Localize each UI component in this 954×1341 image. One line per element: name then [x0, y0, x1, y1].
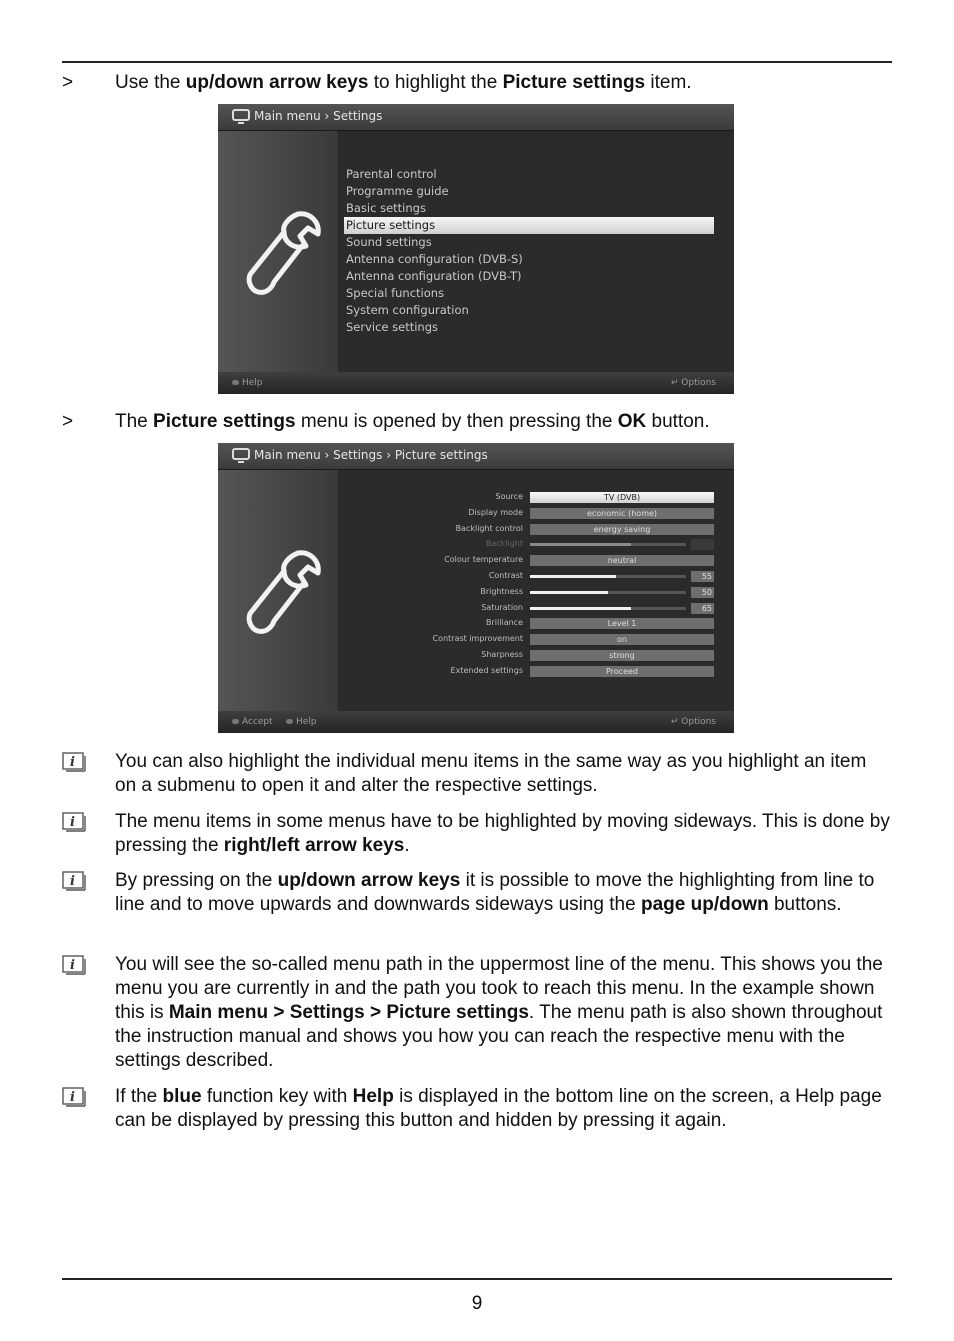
- svg-text:i: i: [70, 874, 75, 889]
- step-marker: >: [62, 72, 74, 93]
- settings-row[interactable]: [339, 632, 734, 648]
- note-text-part: function key with: [201, 1086, 353, 1107]
- setting-value[interactable]: energy saving: [530, 524, 714, 535]
- menu-item-selected[interactable]: Picture settings: [344, 217, 714, 234]
- settings-row[interactable]: [339, 585, 734, 601]
- info-icon: [62, 812, 86, 832]
- menu-item[interactable]: Antenna configuration (DVB-T): [346, 269, 522, 283]
- function-key-bar: [218, 372, 734, 394]
- menu-item[interactable]: Service settings: [346, 320, 439, 334]
- info-icon: [62, 1087, 86, 1107]
- step-text-part: Use the: [115, 72, 186, 93]
- picture-settings-screenshot: [218, 443, 734, 733]
- setting-number: [691, 539, 714, 550]
- menu-icon-pane: [218, 131, 338, 372]
- accept-key-hint: [232, 717, 273, 727]
- setting-label: Extended settings: [450, 665, 523, 675]
- settings-menu-screenshot: [218, 104, 734, 394]
- setting-label: Backlight: [485, 539, 523, 549]
- svg-text:i: i: [70, 815, 75, 830]
- help-key-label: Help: [242, 378, 263, 388]
- menu-item[interactable]: Basic settings: [346, 201, 426, 215]
- options-key-hint: [671, 717, 716, 727]
- wrench-icon: [240, 206, 324, 302]
- menu-item[interactable]: Antenna configuration (DVB-S): [346, 252, 523, 266]
- menu-path-bar: [218, 443, 734, 470]
- note-text-part: If the: [115, 1086, 163, 1107]
- options-key-label: Options: [681, 717, 716, 727]
- setting-value[interactable]: Proceed: [530, 666, 714, 677]
- setting-label: Display mode: [468, 507, 523, 517]
- step-text-part: to highlight the: [368, 72, 503, 93]
- wrench-icon: [240, 545, 324, 641]
- note-text-part: it is possible to move the highlighting from line to line and to move upwards and downwards sideways using the: [115, 870, 875, 915]
- note-text-part: By pressing on the: [115, 870, 278, 891]
- note-text-part: buttons.: [768, 894, 842, 915]
- note-text-part: The menu items in some menus have to be highlighted by moving sideways. This is done by pressing the: [115, 811, 890, 856]
- settings-row[interactable]: [339, 506, 734, 522]
- setting-slider[interactable]: [530, 575, 686, 578]
- menu-item[interactable]: Special functions: [346, 286, 445, 300]
- setting-number: 65: [691, 603, 714, 614]
- note-text-part: You can also highlight the individual menu items in the same way as you highlight an item on a submenu to open it and alter the respective settings.: [115, 751, 867, 796]
- step-text: [115, 410, 710, 434]
- blue-key-icon: [232, 380, 239, 385]
- step-marker: >: [62, 411, 74, 432]
- note-bold-term: Help: [352, 1086, 394, 1107]
- setting-value[interactable]: Level 1: [530, 618, 714, 629]
- setting-label: Brilliance: [486, 618, 523, 628]
- red-key-icon: [232, 719, 239, 724]
- settings-row[interactable]: [339, 601, 734, 617]
- info-note: [62, 1085, 892, 1133]
- setting-number: 55: [691, 571, 714, 582]
- menu-item[interactable]: Programme guide: [346, 184, 449, 198]
- help-key-hint: [286, 717, 317, 727]
- info-note: [62, 869, 892, 917]
- step-bold-menu: Picture settings: [153, 411, 296, 432]
- menu-path-bar: [218, 104, 734, 131]
- note-bold-term: up/down arrow keys: [277, 870, 461, 891]
- tv-icon: [232, 109, 250, 121]
- info-icon: [62, 871, 86, 891]
- picture-settings-list: [339, 490, 734, 680]
- step-text: [115, 71, 692, 95]
- setting-number: 50: [691, 587, 714, 598]
- info-note: [62, 810, 892, 858]
- setting-slider[interactable]: [530, 591, 686, 594]
- settings-row[interactable]: [339, 553, 734, 569]
- info-note: [62, 750, 892, 798]
- setting-label: Sharpness: [481, 649, 523, 659]
- slider-fill: [530, 607, 631, 610]
- step-text-part: menu is opened by then pressing the: [295, 411, 618, 432]
- note-text-part: .: [404, 835, 410, 856]
- svg-text:i: i: [70, 1090, 75, 1105]
- enter-key-icon: ↵: [670, 378, 682, 388]
- accept-key-label: Accept: [242, 717, 273, 727]
- settings-row[interactable]: [339, 490, 734, 506]
- tv-icon: [232, 448, 250, 460]
- note-text-part: You will see the so-called menu path in the uppermost line of the menu. This shows you the menu you are currently in and the path you took to reach this menu. In the example shown this is: [115, 954, 883, 1023]
- setting-label: Brightness: [480, 586, 523, 596]
- breadcrumb: Main menu › Settings: [254, 109, 383, 123]
- step-text-part: The: [115, 411, 154, 432]
- header-rule: [62, 61, 892, 63]
- setting-label: Backlight control: [455, 523, 523, 533]
- step-text-part: button.: [646, 411, 710, 432]
- footer-rule: [62, 1278, 892, 1280]
- settings-row[interactable]: [339, 522, 734, 538]
- enter-key-icon: ↵: [670, 717, 682, 727]
- note-text: [115, 810, 892, 858]
- menu-icon-pane: [218, 470, 338, 711]
- step-bold-keys: up/down arrow keys: [185, 72, 369, 93]
- help-key-hint: [232, 378, 263, 388]
- setting-value[interactable]: on: [530, 634, 714, 645]
- settings-menu-list: [344, 166, 714, 336]
- svg-text:i: i: [70, 755, 75, 770]
- setting-slider[interactable]: [530, 607, 686, 610]
- setting-label: Source: [495, 492, 523, 501]
- function-key-bar: [218, 711, 734, 733]
- setting-value[interactable]: strong: [530, 650, 714, 661]
- note-bold-term: Main menu > Settings > Picture settings: [168, 1002, 529, 1023]
- setting-label: Contrast: [488, 570, 523, 580]
- info-icon: [62, 752, 86, 772]
- setting-label: Saturation: [481, 602, 523, 612]
- setting-label: Contrast improvement: [432, 634, 523, 644]
- settings-row[interactable]: [339, 648, 734, 664]
- note-bold-term: page up/down: [640, 894, 769, 915]
- step-bold-item: Picture settings: [502, 72, 646, 93]
- page-number: 9: [471, 1293, 483, 1314]
- help-key-label: Help: [296, 717, 317, 727]
- setting-slider[interactable]: [530, 543, 686, 546]
- menu-item[interactable]: Parental control: [346, 167, 437, 181]
- note-text: [115, 869, 892, 917]
- setting-value[interactable]: neutral: [530, 555, 714, 566]
- note-text-part: is displayed in the bottom line on the screen, a Help page can be displayed by pressing this button and hidden by pressing it again.: [115, 1086, 882, 1131]
- step-bold-button: OK: [617, 411, 647, 432]
- slider-fill: [530, 591, 608, 594]
- slider-fill: [530, 575, 616, 578]
- settings-row[interactable]: [339, 569, 734, 585]
- note-text: [115, 953, 892, 1073]
- info-note: [62, 953, 892, 1073]
- setting-value[interactable]: TV (DVB): [530, 492, 714, 503]
- slider-fill: [530, 543, 631, 546]
- note-text-part: . The menu path is also shown throughout the instruction manual and shows you how you can reach the respective menu with the settings described.: [115, 1002, 883, 1071]
- menu-item[interactable]: Sound settings: [346, 235, 432, 249]
- settings-row[interactable]: [339, 537, 734, 553]
- svg-text:i: i: [70, 958, 75, 973]
- options-key-label: Options: [681, 378, 716, 388]
- note-bold-term: right/left arrow keys: [223, 835, 405, 856]
- breadcrumb: Main menu › Settings › Picture settings: [254, 448, 488, 462]
- note-text: [115, 1085, 892, 1133]
- setting-value[interactable]: economic (home): [530, 508, 714, 519]
- blue-key-icon: [286, 719, 293, 724]
- settings-row[interactable]: [339, 664, 734, 680]
- note-bold-term: blue: [162, 1086, 202, 1107]
- info-icon: [62, 955, 86, 975]
- step-text-part: item.: [645, 72, 692, 93]
- setting-label: Colour temperature: [444, 555, 523, 565]
- menu-item[interactable]: System configuration: [346, 303, 469, 317]
- settings-row[interactable]: [339, 616, 734, 632]
- note-text: [115, 750, 892, 798]
- options-key-hint: [671, 378, 716, 388]
